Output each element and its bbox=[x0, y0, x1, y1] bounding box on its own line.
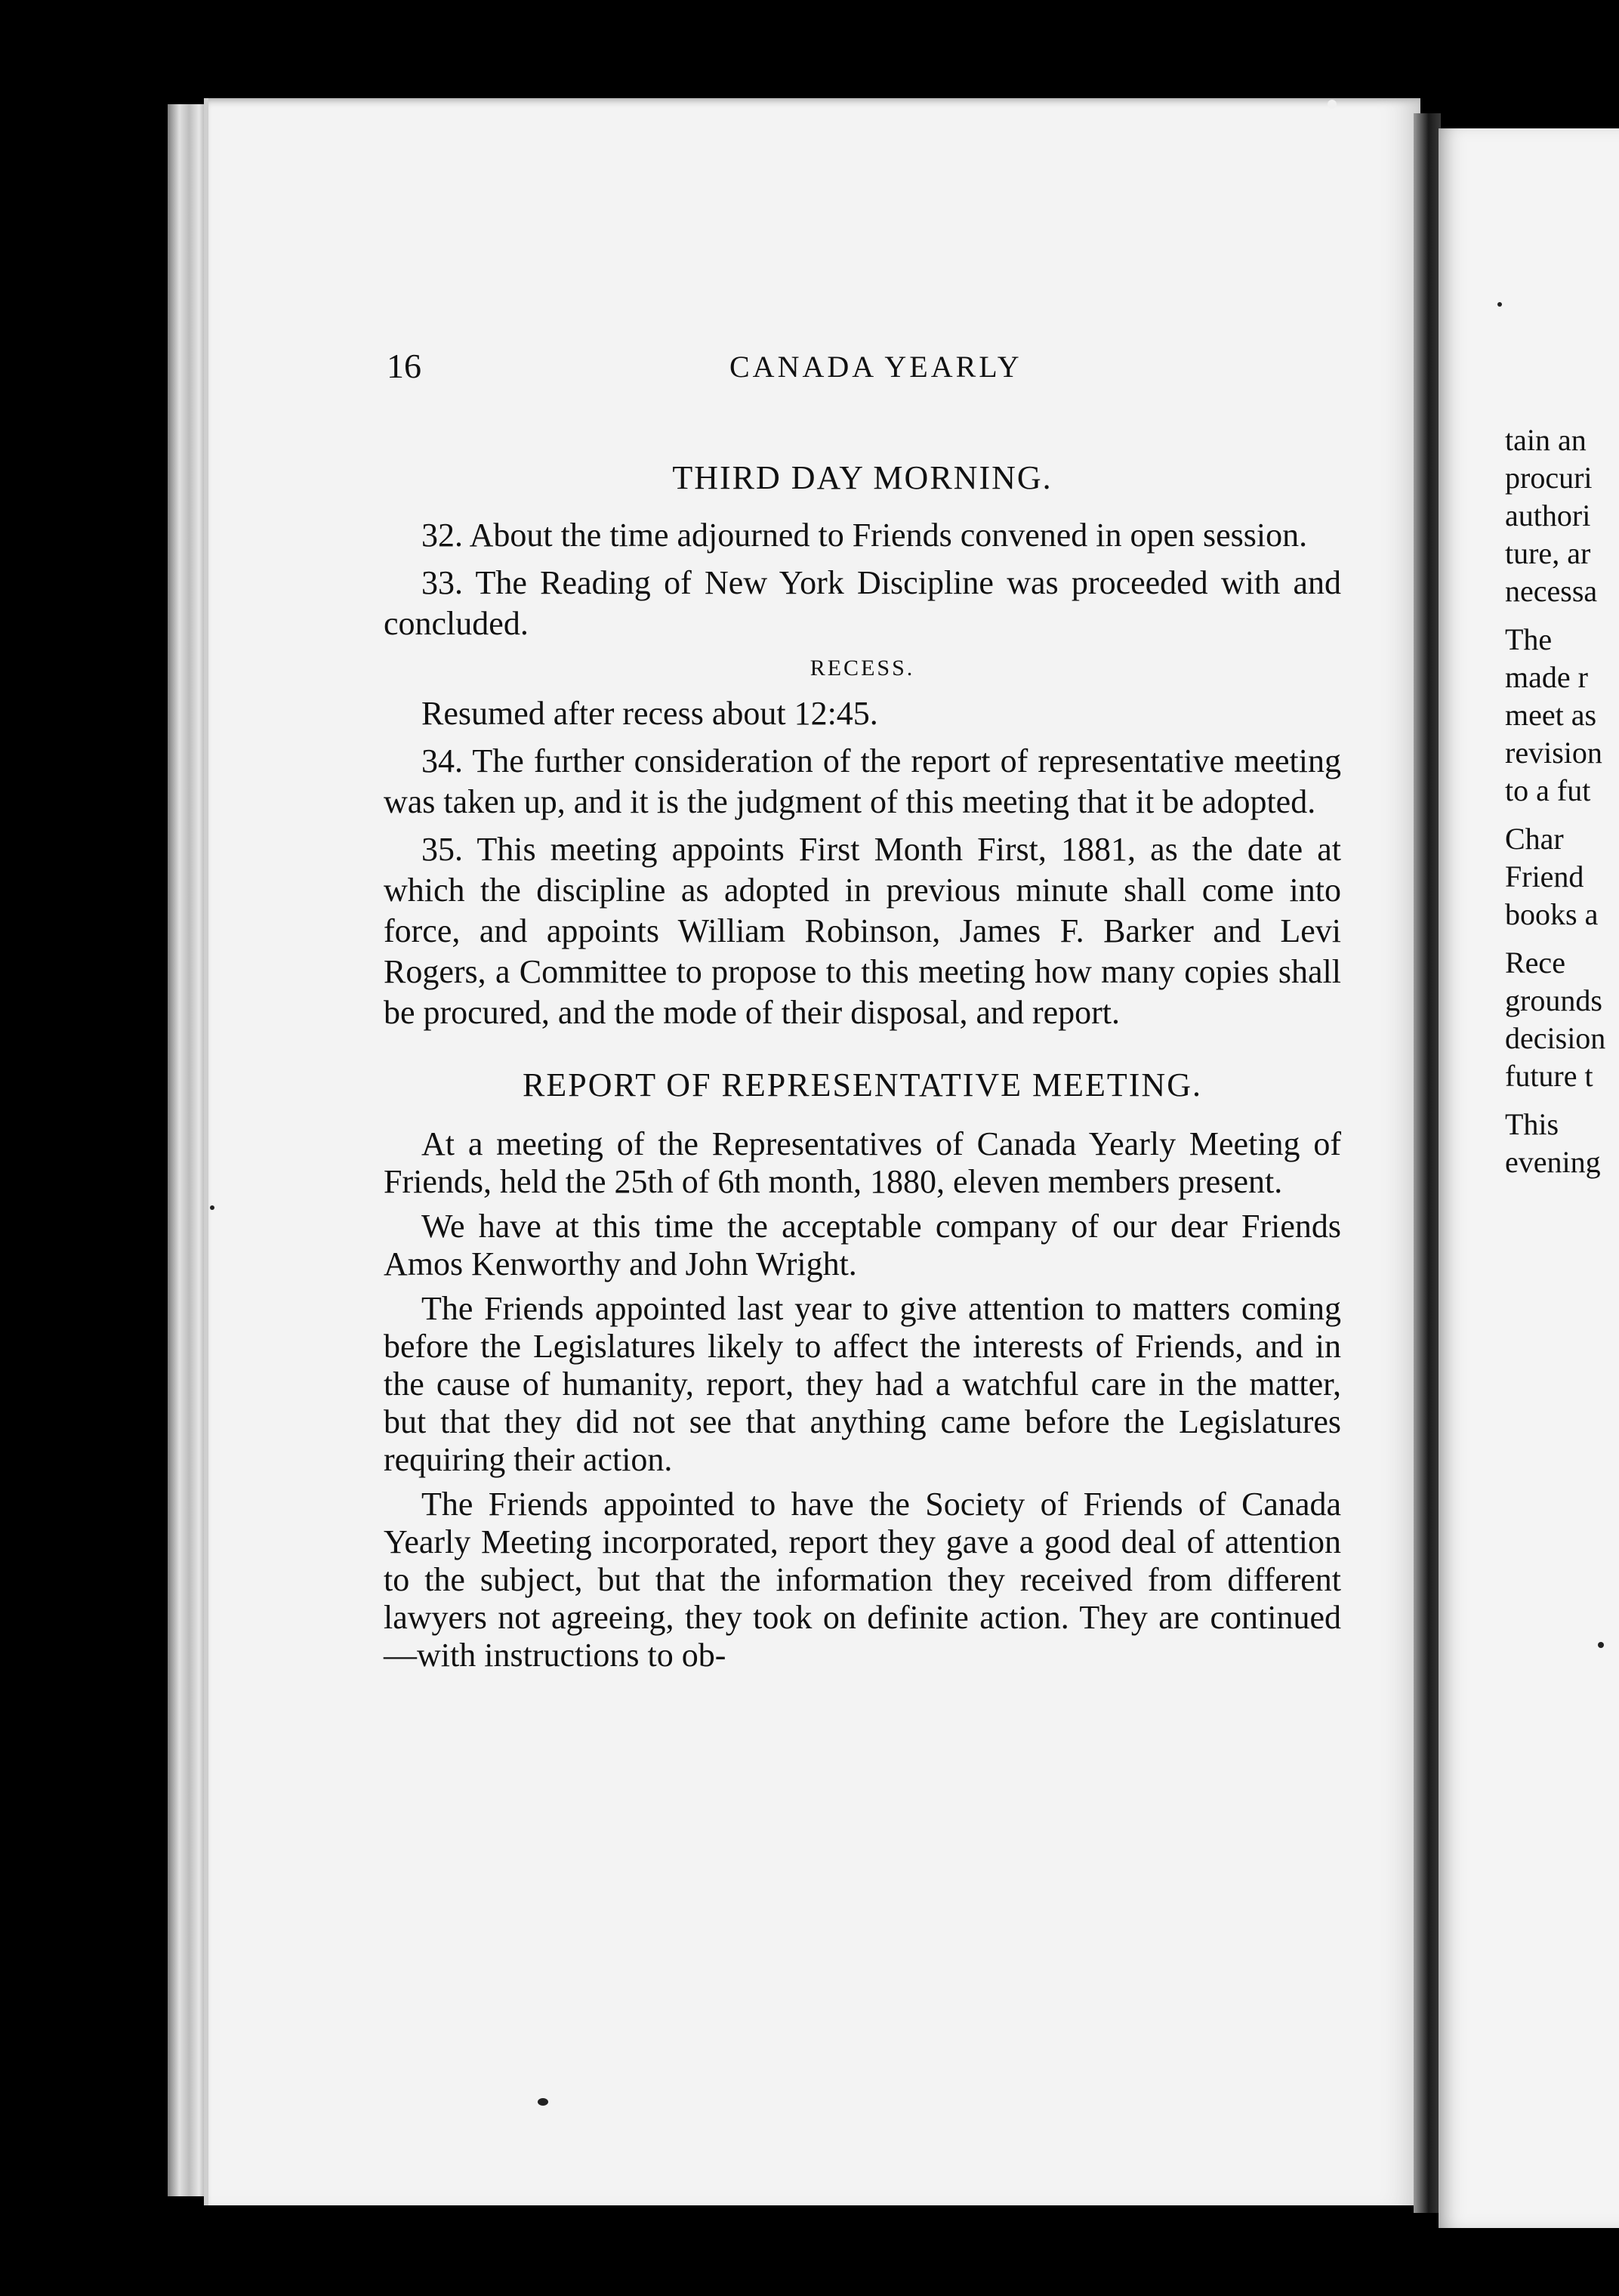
report-paragraph: We have at this time the acceptable company of our dear Friends Amos Kenworthy and John Wright. bbox=[384, 1208, 1341, 1282]
right-line: books a bbox=[1505, 897, 1599, 931]
page-number: 16 bbox=[387, 347, 421, 385]
minute-34: 34. The further consideration of the report of representative meeting was taken up, and it is the judgment of this meeting that it be adopted. bbox=[384, 742, 1341, 820]
right-line: Friend bbox=[1505, 859, 1584, 893]
right-line: tain an bbox=[1505, 423, 1587, 457]
right-line: authori bbox=[1505, 498, 1591, 532]
right-page-text bbox=[1505, 421, 1605, 1181]
ink-speck bbox=[1328, 100, 1337, 109]
right-line: necessa bbox=[1505, 574, 1598, 608]
ink-speck bbox=[538, 2098, 548, 2106]
right-line: meet as bbox=[1505, 698, 1597, 732]
right-line: to a fut bbox=[1505, 773, 1591, 807]
right-line: ture, ar bbox=[1505, 536, 1591, 570]
right-line: This bbox=[1505, 1107, 1559, 1141]
section-heading: THIRD DAY MORNING. bbox=[672, 459, 1053, 496]
minute-33: 33. The Reading of New York Discipline was proceeded with and concluded. bbox=[384, 564, 1341, 642]
section-heading: REPORT OF REPRESENTATIVE MEETING. bbox=[523, 1066, 1202, 1103]
right-line: decision bbox=[1505, 1021, 1606, 1055]
right-page bbox=[1439, 128, 1619, 2228]
right-line: evening bbox=[1505, 1145, 1601, 1179]
text-column bbox=[384, 458, 1341, 1681]
report-paragraph: The Friends appointed to have the Society of Friends of Canada Yearly Meeting incorporated, report they gave a good deal of attention to the subject, but that the information they received from different lawyers not agreeing, they took on definite action. They are continued—with instructions to ob- bbox=[384, 1486, 1341, 1674]
right-line: grounds bbox=[1505, 983, 1602, 1017]
ink-speck bbox=[210, 1205, 214, 1210]
report-paragraph: At a meeting of the Representatives of Canada Yearly Meeting of Friends, held the 25th of 6th month, 1880, eleven members present. bbox=[384, 1125, 1341, 1200]
right-line: Char bbox=[1505, 822, 1564, 856]
running-title: CANADA YEARLY bbox=[729, 350, 1022, 384]
book-gutter bbox=[1414, 113, 1441, 2213]
minute-32: 32. About the time adjourned to Friends convened in open session. bbox=[421, 517, 1308, 554]
report-paragraph: The Friends appointed last year to give attention to matters coming before the Legislatures likely to affect the interests of Friends, and in the cause of humanity, report, they had a watchful care in the matter, but that they did not see that anything came before the Legislatures requiring their action. bbox=[384, 1290, 1341, 1478]
right-line: procuri bbox=[1505, 461, 1593, 495]
right-line: future t bbox=[1505, 1059, 1593, 1093]
recess-label: RECESS. bbox=[810, 656, 915, 680]
right-line: The bbox=[1505, 622, 1553, 656]
ink-speck bbox=[1497, 302, 1502, 307]
right-line: Rece bbox=[1505, 946, 1565, 980]
right-line: revision bbox=[1505, 736, 1602, 770]
ink-speck bbox=[1598, 1642, 1604, 1648]
right-line: made r bbox=[1505, 660, 1588, 694]
page-edges bbox=[168, 104, 208, 2196]
minute-35: 35. This meeting appoints First Month First, 1881, as the date at which the discipline as adopted in previous minute shall come into force, and appoints William Robinson, James F. Barker and Levi Rogers, a Committee to propose to this meeting how many copies shall be procured, and the mode of their disposal, and report. bbox=[384, 831, 1341, 1031]
resumed-line: Resumed after recess about 12:45. bbox=[421, 695, 878, 732]
